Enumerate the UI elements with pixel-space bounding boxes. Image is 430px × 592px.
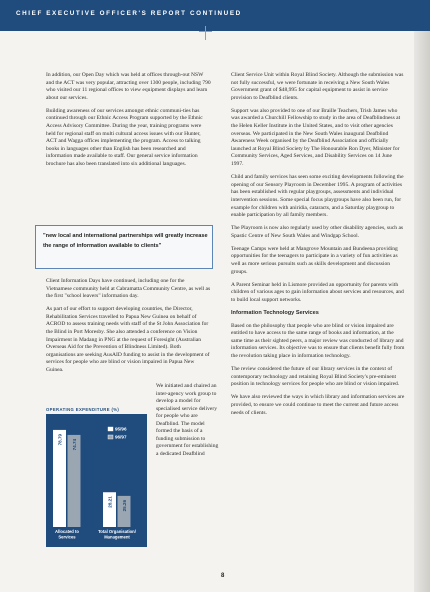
paragraph: Based on the philosophy that people who are blind or vision impaired are entitled to have access to the same range of books and information, at the same time as their sighted peers, a major review was conducted of library and information services. Its objective was to ensure that clients benefit fully from the revolution taking place in information technology. <box>231 322 405 359</box>
header-band <box>0 0 430 31</box>
paragraph: We have also reviewed the ways in which library and information services are provided, to ensure we could continue to meet the current and future access needs of clients. <box>231 394 405 416</box>
header-ornament-cross <box>199 31 212 32</box>
category-label: Management <box>104 534 130 540</box>
header-title: CHIEF EXECUTIVE OFFICER'S REPORT CONTINUED <box>16 10 242 17</box>
legend-label: 96/97 <box>115 434 127 440</box>
bar-value-label: 74.74 <box>72 438 77 451</box>
bar-value-label: 78.79 <box>57 433 63 446</box>
left-column-lower <box>46 278 211 380</box>
paragraph: Teenage Camps were held at Mangrove Mountain and Bundeena providing opportunities for the teenagers to participate in a variety of fun activities as well as more serious pursuits such as skills development and discussion groups. <box>231 245 398 275</box>
legend-label: 95/96 <box>115 426 127 432</box>
category-label: Total Organisation/ <box>98 529 136 534</box>
section-heading: Information Technology Services <box>231 310 319 317</box>
paragraph: Client Information Days have continued, including one for the Vietnamese community held at Cabramatta Community Centre, as well as the first "school leavers" information day. <box>46 278 211 300</box>
paragraph: Support was also provided to one of our Braille Teachers, Trish James who was awarded a Churchill Fellowship to study in the area of Deafblindness at the Helen Keller Institute in the United States, and to visit other agencies overseas. We participated in the New South Wales inaugural Deafblind Awareness Week organised by the Deafblind Association and officially launched at Royal Blind Society by The Honourable Ron Dyer, Minister for Community Services, Aged Services, and Disability Services on 14 June 1997. <box>231 107 401 168</box>
legend-swatch <box>108 435 113 439</box>
page-number: 8 <box>221 573 225 579</box>
expenditure-chart <box>46 414 147 547</box>
page-edge <box>414 0 430 592</box>
paragraph: The review considered the future of our library services in the context of contemporary technology and retaining Royal Blind Society's pre-eminent position in technology services for people who are blind or vision impaired. <box>231 366 400 388</box>
paragraph: The Playroom is now also regularly used by other disability agencies, such as Spastic Centre of New South Wales and Windgap School. <box>231 225 404 239</box>
header-ornament <box>205 26 206 40</box>
bar-value-label: 25.26 <box>122 499 127 512</box>
right-column <box>231 72 405 423</box>
deafblind-paragraph: We initiated and chaired an inter-agency work group to develop a model for specialised service delivery for people who are Deafblind. The model formed the basis of a funding submission to government for establishing a dedicated Deafblind <box>156 383 219 457</box>
chart-svg <box>46 414 147 547</box>
category-label: Allocated to <box>55 529 79 534</box>
paragraph: A Parent Seminar held in Lismore provided an opportunity for parents with children of various ages to gain information about services and resources, and to build local support networks. <box>231 281 404 303</box>
bar-value-label: 28.21 <box>107 496 113 508</box>
pull-quote: "new local and international partnerships will greatly increase the range of information available to clients" <box>43 233 208 250</box>
paragraph: In addition, our Open Day which was held at offices through-out NSW and the ACT was very popular, attracting over 1300 people, including 790 who visited our 11 regional offices to view equipment displays and learn about our services. <box>46 72 211 101</box>
paragraph: Client Service Unit within Royal Blind Society. Although the submission was not fully successful, we were fortunate in receiving a New South Wales Government grant of $48,995 for capital equipment to assist in service provision to Deafblind clients. <box>231 72 404 101</box>
category-label: Services <box>58 534 76 540</box>
paragraph: Building awareness of our services amongst ethnic communi-ties has continued through our Ethnic Access Program supported by the Ethnic Access Advisory Committee. During the year, training programs were held for regional staff on multi cultural access issues with our Hunter, ACT and Wagga offices implementing the program. Access to talking books in languages other than English has been researched and information made available to staff. Our general service information brochure has also been translated into six additional languages. <box>46 107 203 168</box>
pull-quote-box <box>35 225 213 269</box>
legend-swatch <box>108 427 113 431</box>
paragraph: As part of our effort to support developing countries, the Director, Rehabilitation Services travelled to Papua New Guinea on behalf of ACROD to assess training needs with staff of the St John Association for the Blind in Port Moresby. She also attended a conference on Vision Impairment in Madang in PNG at the request of Foresight (Australian Overseas Aid for the Prevention of Blindness Limited). Both organisations are seeking AusAID funding to assist in the development of services for people who are blind or vision impaired in Papua New Guinea. <box>46 306 210 374</box>
paragraph: Child and family services has seen some exciting developments following the opening of our Sensory Playroom in December 1995. A program of activities has been established with regular playgroups, assessments and individual intervention sessions. Some special focus playgroups have also been run, for example for children with aniridia, cataracts, and a Saturday playgroup to enable participation by all family members. <box>231 174 404 219</box>
chart-title: OPERATING EXPENDITURE (%) <box>46 407 120 412</box>
left-column <box>46 72 211 174</box>
